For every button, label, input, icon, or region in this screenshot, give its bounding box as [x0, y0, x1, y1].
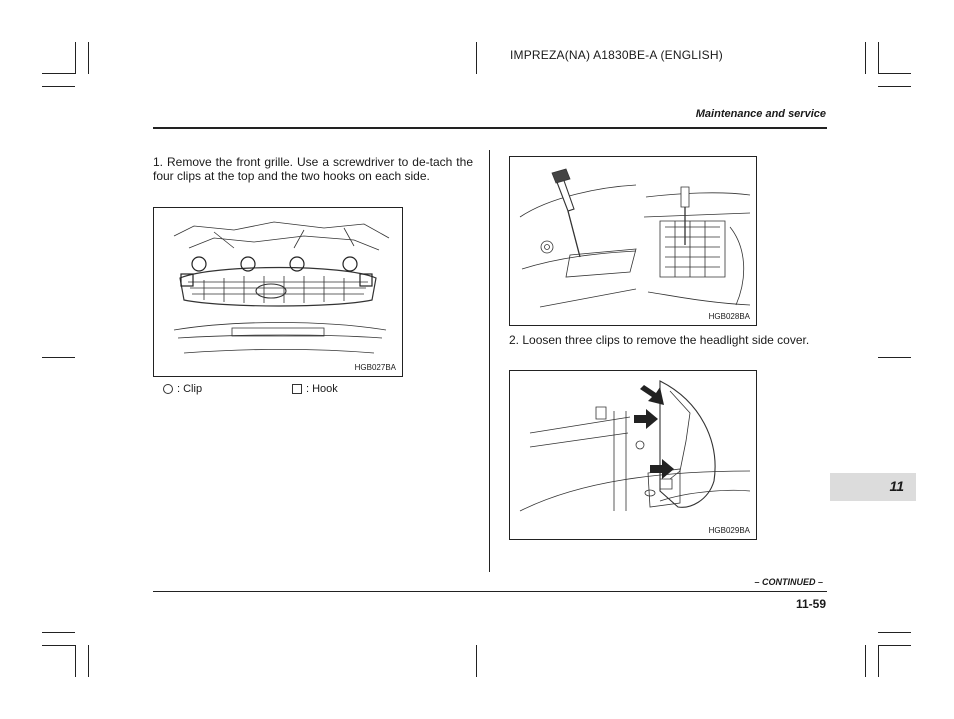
crop-mark	[42, 645, 75, 646]
square-icon	[292, 384, 302, 394]
clip-marker	[343, 257, 357, 271]
screwdriver-illustration	[510, 157, 756, 325]
footer-rule	[153, 591, 827, 592]
step-1-text: 1. Remove the front grille. Use a screwdriver to de-tach the four clips at the top and the two hooks on each side.	[153, 155, 473, 183]
step-2-text: 2. Loosen three clips to remove the headlight side cover.	[509, 333, 810, 347]
crop-mark	[476, 645, 477, 677]
legend-clip-label: : Clip	[177, 383, 203, 395]
legend-hook-label: : Hook	[306, 383, 338, 395]
crop-mark	[865, 645, 866, 677]
crop-mark	[42, 86, 75, 87]
chapter-number: 11	[889, 478, 904, 494]
clip-marker	[290, 257, 304, 271]
crop-mark	[878, 357, 911, 358]
document-id: IMPREZA(NA) A1830BE-A (ENGLISH)	[510, 48, 723, 62]
chapter-tab	[830, 473, 916, 501]
crop-mark	[878, 632, 911, 633]
crop-mark	[75, 42, 76, 74]
arrow-markers	[634, 385, 674, 479]
circle-icon	[163, 384, 173, 394]
figure-front-grille	[153, 207, 403, 377]
crop-mark	[42, 357, 75, 358]
crop-mark	[878, 645, 911, 646]
crop-mark	[42, 73, 75, 74]
continued-label: – CONTINUED –	[754, 577, 823, 587]
figure-headlight-cover	[509, 370, 757, 540]
clip-marker	[241, 257, 255, 271]
figure-code: HGB028BA	[708, 312, 750, 321]
header-rule	[153, 127, 827, 129]
front-grille-illustration	[154, 208, 402, 376]
figure-code: HGB029BA	[708, 526, 750, 535]
headlight-cover-illustration	[510, 371, 756, 539]
page-number: 11-59	[795, 597, 826, 611]
crop-mark	[878, 645, 879, 677]
section-title: Maintenance and service	[695, 108, 826, 120]
crop-mark	[88, 645, 89, 677]
clip-marker	[192, 257, 206, 271]
figure-screwdriver-clips	[509, 156, 757, 326]
crop-mark	[88, 42, 89, 74]
legend-clip	[163, 383, 202, 395]
crop-mark	[878, 42, 879, 74]
column-divider	[489, 150, 490, 572]
legend-hook	[292, 383, 338, 395]
crop-mark	[878, 73, 911, 74]
figure-code: HGB027BA	[354, 363, 396, 372]
crop-mark	[878, 86, 911, 87]
crop-mark	[865, 42, 866, 74]
crop-mark	[476, 42, 477, 74]
crop-mark	[75, 645, 76, 677]
crop-mark	[42, 632, 75, 633]
